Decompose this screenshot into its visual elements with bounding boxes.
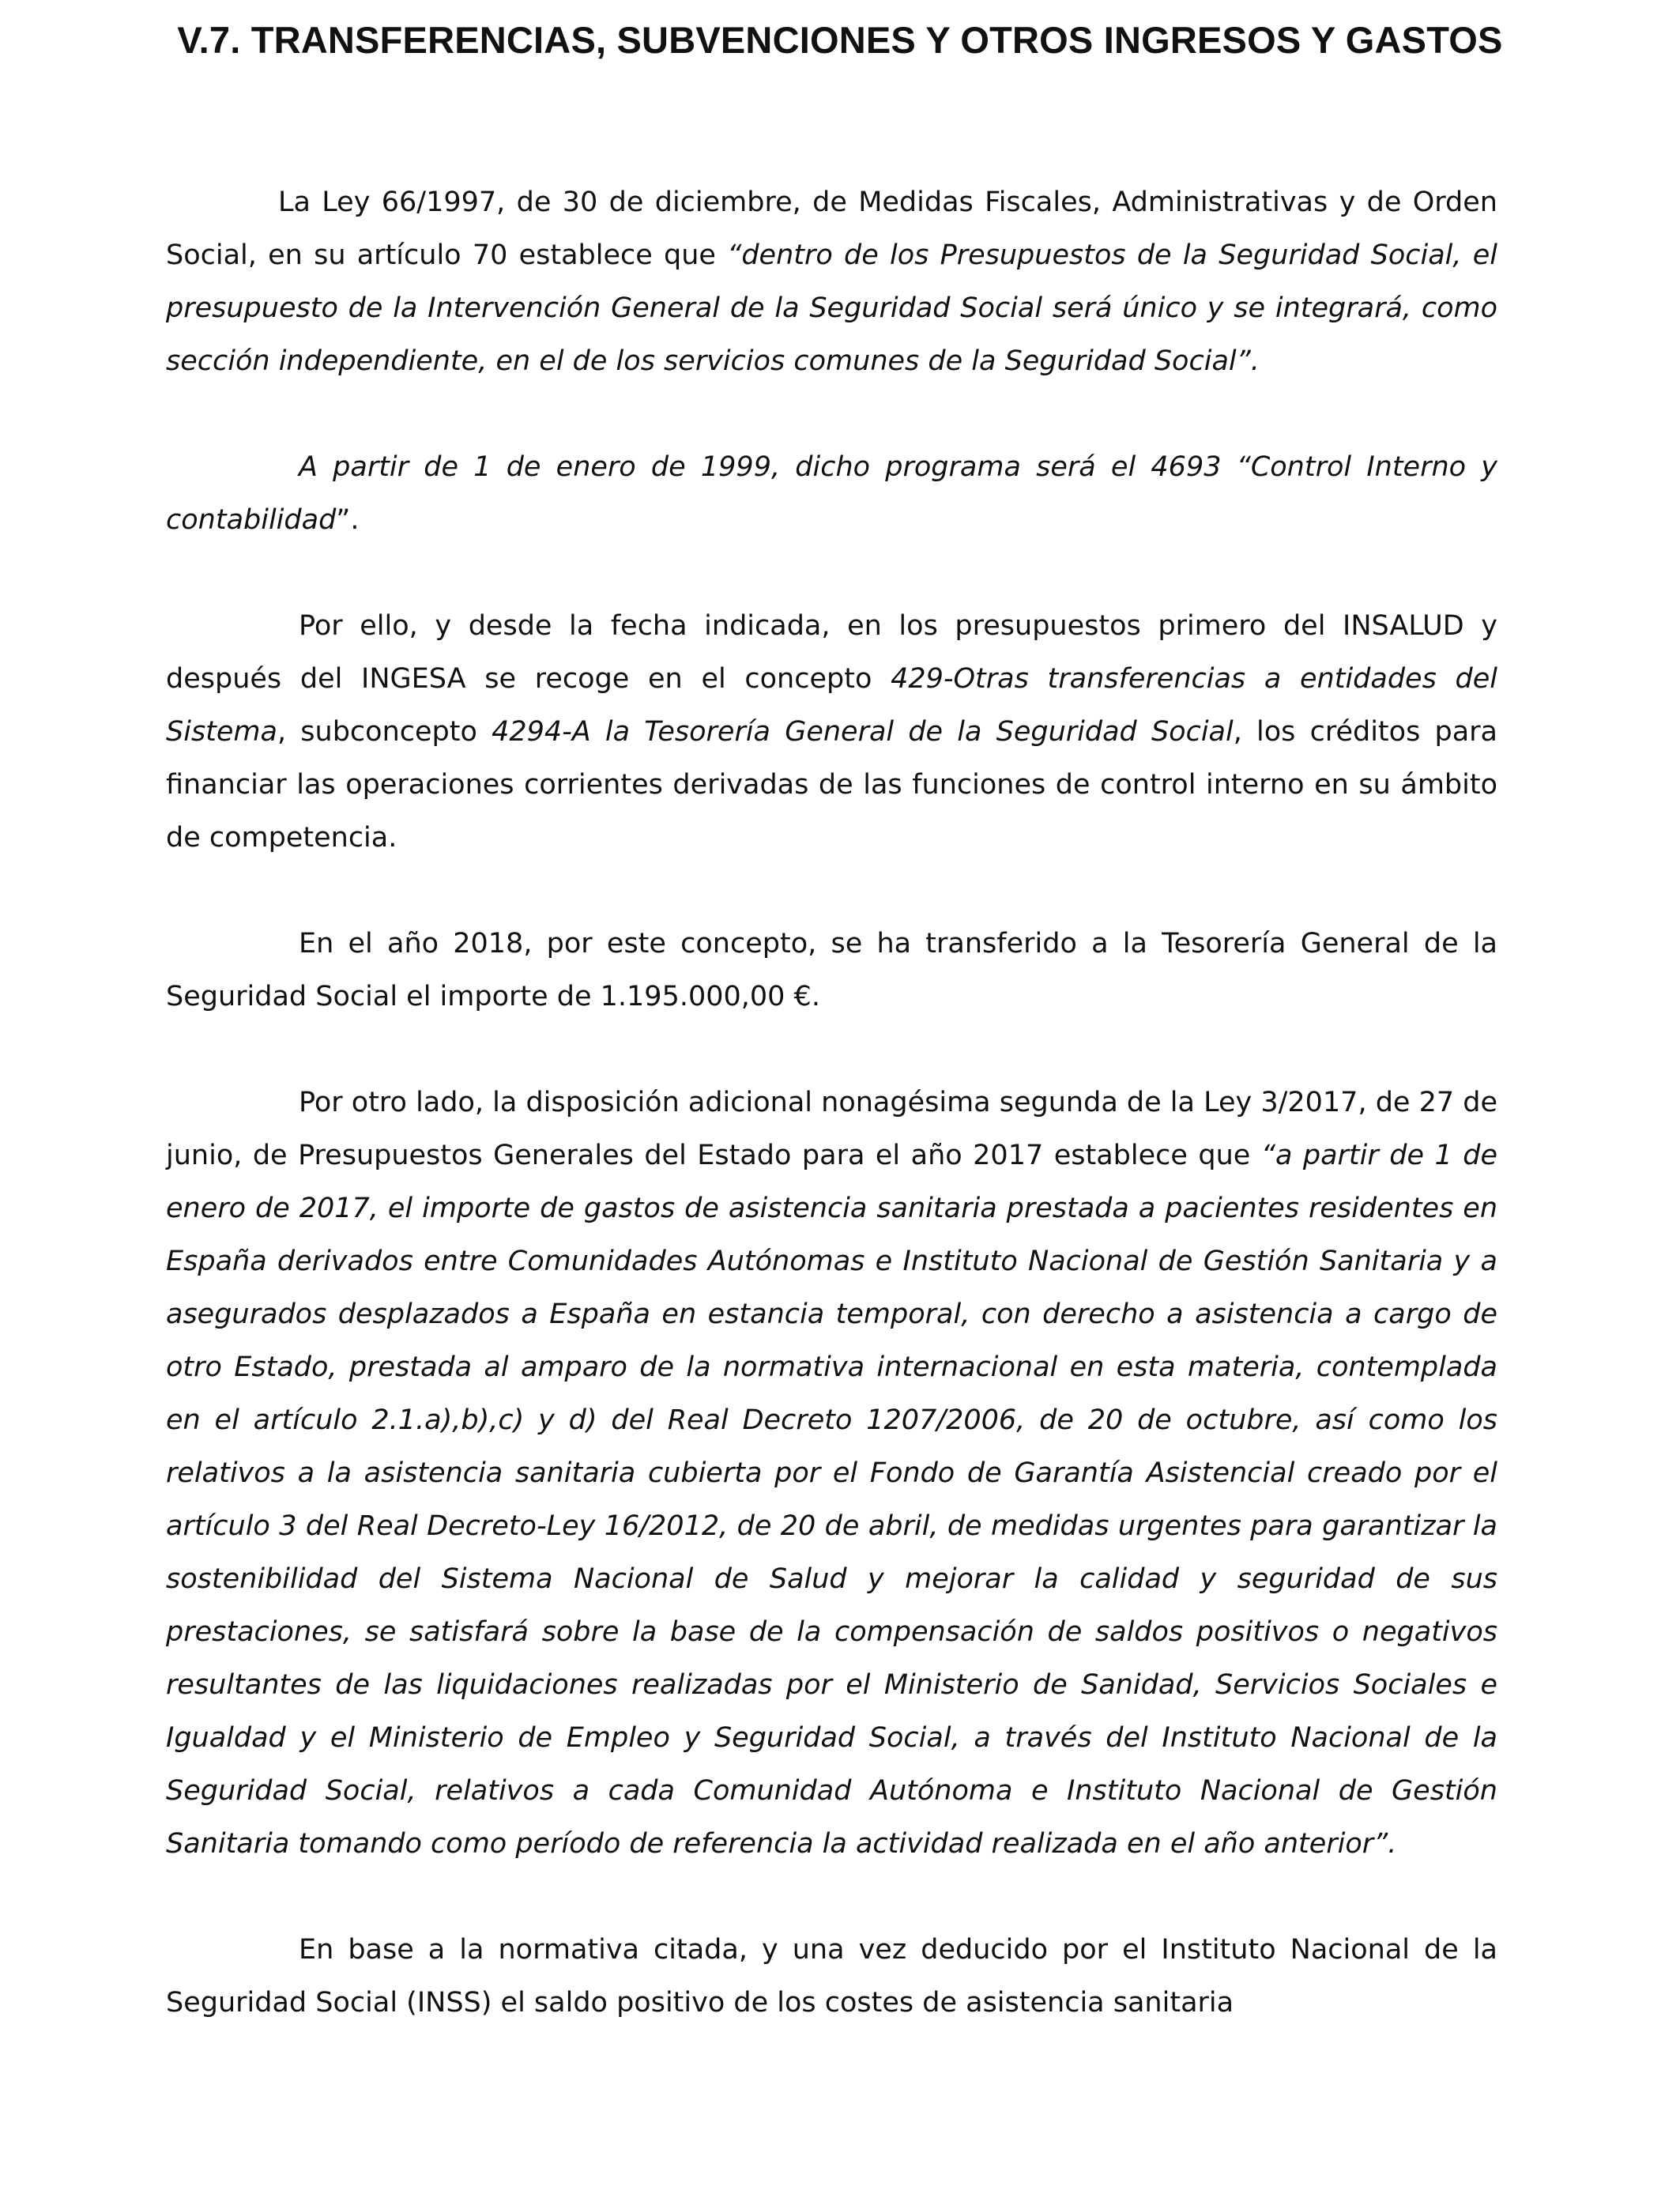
paragraph-text: Por ello, y desde la fecha indicada, en los presupuestos primero del INSALUD y después del INGESA se recoge en el concepto [166, 610, 1497, 695]
paragraph-programa-4693 [166, 441, 1497, 547]
quoted-text: “a partir de 1 de enero de 2017, el importe de gastos de asistencia sanitaria prestada a pacientes residentes en España derivados entre Comunidades Autónomas e Instituto Nacional de Gestión Sanitaria y a asegurados desplazados a España en estancia temporal, con derecho a asistencia a cargo de otro Estado, prestada al amparo de la normativa internacional en esta materia, contemplada en el artículo 2.1.a),b),c) y d) del Real Decreto 1207/2006, de 20 de octubre, así como los relativos a la asistencia sanitaria cubierta por el Fondo de Garantía Asistencial creado por el artículo 3 del Real Decreto-Ley 16/2012, de 20 de abril, de medidas urgentes para garantizar la sostenibilidad del Sistema Nacional de Salud y mejorar la calidad y seguridad de sus prestaciones, se satisfará sobre la base de la compensación de saldos positivos o negativos resultantes de las liquidaciones realizadas por el Ministerio de Sanidad, Servicios Sociales e Igualdad y el Ministerio de Empleo y Seguridad Social, a través del Instituto Nacional de la Seguridad Social, relativos a cada Comunidad Autónoma e Instituto Nacional de Gestión Sanitaria tomando como período de referencia la actividad realizada en el año anterior”. [166, 1140, 1497, 1860]
document-body [166, 176, 1497, 2030]
paragraph-ley-66-1997 [166, 176, 1497, 388]
section-title: V.7. TRANSFERENCIAS, SUBVENCIONES Y OTROS INGRESOS Y GASTOS [177, 19, 1503, 61]
subconcept-4294: 4294-A la Tesorería General de la Seguridad Social [492, 716, 1234, 748]
paragraph-normativa-citada: En base a la normativa citada, y una vez deducido por el Instituto Nacional de la Seguridad Social (INSS) el saldo positivo de los costes de asistencia sanitaria [166, 1934, 1497, 2019]
paragraph-transfer-2018: En el año 2018, por este concepto, se ha transferido a la Tesorería General de la Seguridad Social el importe de 1.195.000,00 €. [166, 928, 1497, 1012]
quoted-text: “dentro de los Presupuestos de la Seguridad Social, el presupuesto de la Intervención General de la Seguridad Social será único y se integrará, como sección independiente, en el de los servicios comunes de la Seguridad Social”. [166, 239, 1497, 377]
paragraph-text: La Ley 66/1997, de 30 de diciembre, de Medidas Fiscales, Administrativas y de Orden Social, en su artículo 70 establece que [166, 187, 1497, 271]
paragraph-text: Por otro lado, la disposición adicional nonagésima segunda de la Ley 3/2017, de 27 de junio, de Presupuestos Generales del Estado para el año 2017 establece que [166, 1087, 1497, 1171]
concept-429: 429-Otras transferencias a entidades del Sistema [166, 663, 1497, 748]
italic-text: A partir de 1 de enero de 1999, dicho programa será el 4693 “Control Interno y contabilidad [166, 451, 1497, 536]
paragraph-ley-3-2017 [166, 1076, 1497, 1871]
paragraph-text: , subconcepto [277, 716, 492, 748]
paragraph-insalud-ingesa [166, 600, 1497, 865]
paragraph-text: ”. [336, 504, 360, 536]
paragraph-text: , los créditos para financiar las operaciones corrientes derivadas de las funciones de control interno en su ámbito de competencia. [166, 716, 1497, 854]
